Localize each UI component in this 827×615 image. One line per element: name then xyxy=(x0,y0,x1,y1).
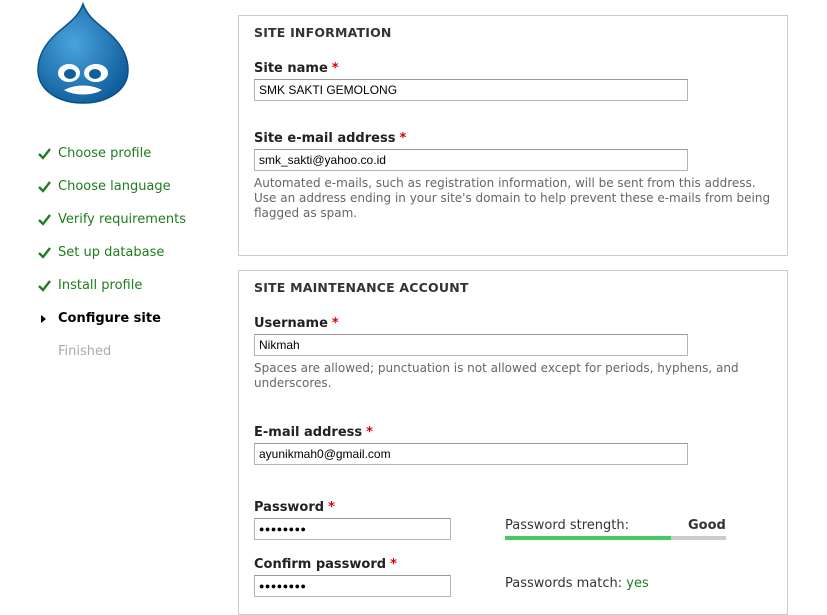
site-maintenance-account-fieldset xyxy=(238,270,788,615)
fieldset-legend: SITE INFORMATION xyxy=(254,25,392,40)
password-field xyxy=(254,500,451,540)
check-icon xyxy=(38,148,58,160)
passwords-match-value: yes xyxy=(626,576,649,591)
username-field xyxy=(254,316,774,391)
site-email-description: Automated e-mails, such as registration information, will be sent from this address. Use an address ending in your site's domain to help prevent these e-mails from being flagged as spam. xyxy=(254,176,771,220)
install-steps xyxy=(38,137,186,368)
fieldset-legend: SITE MAINTENANCE ACCOUNT xyxy=(254,280,469,295)
check-icon xyxy=(38,280,58,292)
username-input[interactable] xyxy=(254,334,688,356)
required-mark: * xyxy=(366,425,373,440)
email-label: E-mail address * xyxy=(254,425,373,440)
password-label: Password * xyxy=(254,500,335,515)
step-configure-site xyxy=(38,302,186,335)
passwords-match xyxy=(505,576,649,591)
site-email-label: Site e-mail address * xyxy=(254,131,407,146)
site-name-input[interactable] xyxy=(254,79,688,101)
step-label: Choose profile xyxy=(58,146,152,161)
step-label: Verify requirements xyxy=(58,212,187,227)
email-field xyxy=(254,425,688,465)
check-icon xyxy=(38,181,58,193)
step-choose-language xyxy=(38,170,186,203)
passwords-match-label: Passwords match: xyxy=(505,576,623,591)
step-label: Choose language xyxy=(58,179,171,194)
site-information-fieldset xyxy=(238,15,788,256)
username-label: Username * xyxy=(254,316,339,331)
required-mark: * xyxy=(399,131,407,146)
step-label: Set up database xyxy=(58,245,165,260)
password-strength-fill xyxy=(505,536,671,540)
site-name-field xyxy=(254,61,688,101)
confirm-password-label: Confirm password * xyxy=(254,557,397,572)
site-email-input[interactable] xyxy=(254,149,688,171)
step-choose-profile xyxy=(38,137,186,170)
confirm-password-input[interactable]: ●●●●●●●● xyxy=(254,575,451,597)
step-install-profile xyxy=(38,269,186,302)
confirm-password-field xyxy=(254,557,451,597)
required-mark: * xyxy=(331,316,339,331)
password-strength-label: Password strength: xyxy=(505,518,629,533)
site-name-label: Site name * xyxy=(254,61,339,76)
site-email-field xyxy=(254,131,779,221)
step-finished xyxy=(38,335,186,368)
step-set-up-database xyxy=(38,236,186,269)
check-icon xyxy=(38,214,58,226)
username-description: Spaces are allowed; punctuation is not allowed except for periods, hyphens, and underscores. xyxy=(254,361,739,390)
password-strength-bar xyxy=(505,536,726,540)
password-input[interactable]: ●●●●●●●● xyxy=(254,518,451,540)
step-label: Finished xyxy=(58,344,112,359)
triangle-right-icon xyxy=(38,314,58,324)
password-strength-value: Good xyxy=(688,518,726,533)
email-input[interactable] xyxy=(254,443,688,465)
drupal-logo xyxy=(36,2,130,104)
check-icon xyxy=(38,247,58,259)
step-label: Configure site xyxy=(58,311,161,326)
required-mark: * xyxy=(390,557,397,572)
required-mark: * xyxy=(331,61,339,76)
required-mark: * xyxy=(328,500,335,515)
step-verify-requirements xyxy=(38,203,186,236)
step-label: Install profile xyxy=(58,278,143,293)
